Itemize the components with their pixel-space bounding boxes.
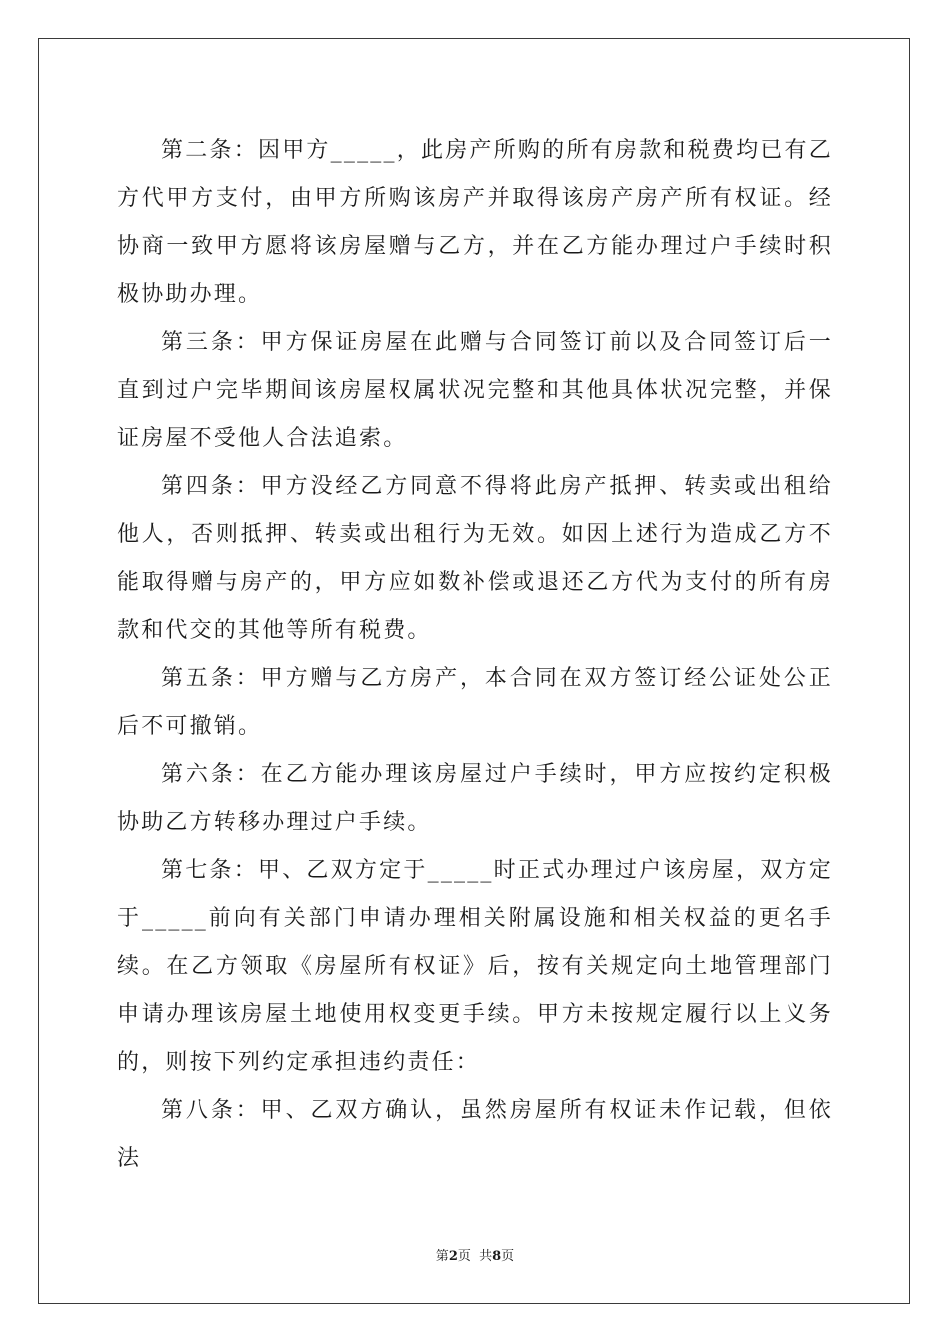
- paragraph-article-4: 第四条：甲方没经乙方同意不得将此房产抵押、转卖或出租给他人，否则抵押、转卖或出租行为无效。如因上述行为造成乙方不能取得赠与房产的，甲方应如数补偿或退还乙方代为支付的所有房款和代交的其他等所有税费。: [117, 474, 833, 643]
- paragraph-article-6: 第六条：在乙方能办理该房屋过户手续时，甲方应按约定积极协助乙方转移办理过户手续。: [117, 762, 833, 835]
- footer-suffix: 页: [501, 1249, 515, 1264]
- total-pages-number: 8: [492, 1249, 502, 1264]
- paragraph-article-5: 第五条：甲方赠与乙方房产，本合同在双方签订经公证处公正后不可撤销。: [117, 666, 833, 739]
- paragraph-article-2: 第二条：因甲方_____，此房产所购的所有房款和税费均已有乙方代甲方支付，由甲方所购该房产并取得该房产房产所有权证。经协商一致甲方愿将该房屋赠与乙方，并在乙方能办理过户手续时积极协助办理。: [117, 138, 833, 307]
- footer-prefix: 第: [435, 1249, 449, 1264]
- paragraph-article-8: 第八条：甲、乙双方确认，虽然房屋所有权证未作记载，但依法: [117, 1098, 833, 1171]
- current-page-number: 2: [448, 1249, 458, 1264]
- document-body: [117, 127, 833, 1183]
- paragraph-article-7: 第七条：甲、乙双方定于_____时正式办理过户该房屋，双方定于_____前向有关部门申请办理相关附属设施和相关权益的更名手续。在乙方领取《房屋所有权证》后，按有关规定向土地管理部门申请办理该房屋土地使用权变更手续。甲方未按规定履行以上义务的，则按下列约定承担违约责任：: [117, 858, 833, 1075]
- page-footer: [0, 1245, 950, 1264]
- footer-middle: 页 共: [457, 1249, 493, 1264]
- paragraph-article-3: 第三条：甲方保证房屋在此赠与合同签订前以及合同签订后一直到过户完毕期间该房屋权属状况完整和其他具体状况完整，并保证房屋不受他人合法追索。: [117, 330, 833, 451]
